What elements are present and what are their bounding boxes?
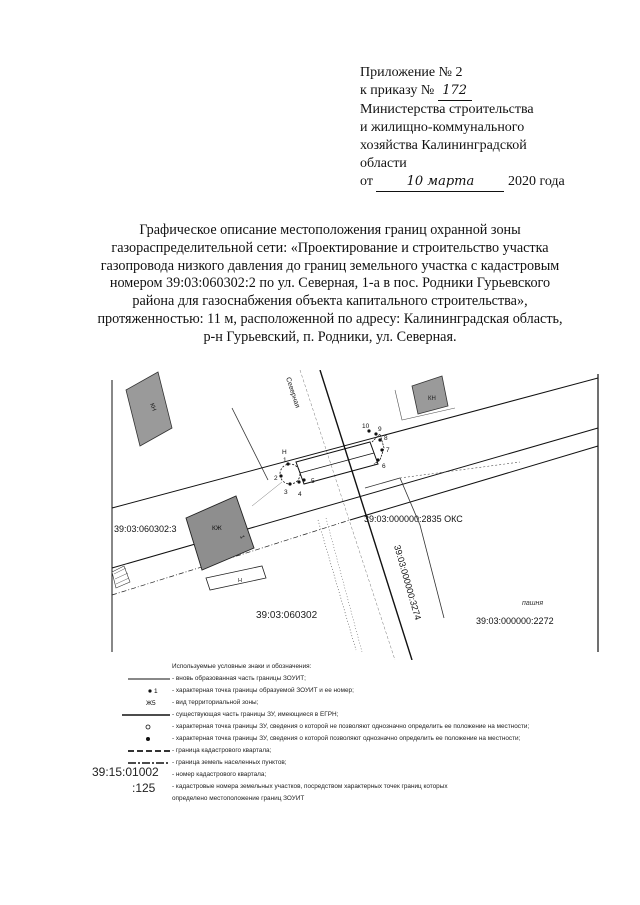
zouit-ring xyxy=(280,464,300,484)
building-main xyxy=(186,496,254,570)
pipeline-dotted xyxy=(318,520,356,650)
point-number: 7 xyxy=(386,447,390,454)
point-number: 4 xyxy=(298,491,302,498)
point-number: 10 xyxy=(362,423,370,430)
point-marker xyxy=(380,448,383,451)
parcel-label: 39:03:060302:3 xyxy=(114,524,177,534)
title-line: номером 39:03:060302:2 по ул. Северная, 1-а в пос. Родники Гурьевского xyxy=(109,275,551,292)
zone-symbol xyxy=(88,697,170,709)
legend-row xyxy=(88,793,618,805)
legend-row xyxy=(88,721,618,733)
legend-row xyxy=(88,745,618,757)
existing-boundary-symbol xyxy=(88,709,170,721)
diagonal-road-lower xyxy=(112,428,598,568)
pipeline-axis xyxy=(300,453,374,473)
point-marker xyxy=(297,480,300,483)
legend-text: - характерная точка границы образуемой ЗОУИТ и ее номер; xyxy=(172,687,354,694)
building-label: КН xyxy=(148,402,157,413)
ministry-line-3: хозяйства Калининградской xyxy=(360,138,527,153)
point-number: 2 xyxy=(274,475,278,482)
date-line: от 10 марта 2020 года xyxy=(360,173,620,192)
order-number: 172 xyxy=(438,82,472,101)
quarter-boundary xyxy=(400,462,520,478)
legend-parcel-code: :125 xyxy=(132,781,156,795)
legend-text: - граница кадастрового квартала; xyxy=(172,747,272,754)
title-line: газораспределительной сети: «Проектирование и строительство участка xyxy=(111,239,549,256)
parcel-label: 39:03:000000:2272 xyxy=(476,616,554,626)
point-marker xyxy=(288,482,291,485)
outbuilding xyxy=(206,566,266,590)
legend-header: Используемые условные знаки и обозначения: xyxy=(172,663,312,670)
date-handwritten: 10 марта xyxy=(376,173,504,192)
road-line xyxy=(232,408,268,480)
new-boundary-symbol xyxy=(88,673,170,685)
point-marker xyxy=(286,462,289,465)
legend-text: - характерная точка границы ЗУ, сведения о которой позволяют однозначно определить ее положение на местности; xyxy=(172,735,521,742)
zone-marker: Н xyxy=(282,449,287,456)
appendix-number: Приложение № 2 xyxy=(360,65,463,80)
point-marker xyxy=(279,474,282,477)
diagonal-road-upper xyxy=(112,378,598,508)
document-title xyxy=(60,222,600,347)
building-label: КН xyxy=(428,396,436,402)
arable-label: пашня xyxy=(522,600,544,607)
legend-zone-code: Ж5 xyxy=(146,700,156,707)
point-number: 1 xyxy=(283,457,287,464)
pipeline-dotted xyxy=(326,518,362,652)
legend-row xyxy=(88,733,618,745)
point-number: 6 xyxy=(382,463,386,470)
street-label: Северная xyxy=(284,376,301,409)
title-line: протяженностью: 11 м, расположенной по адресу: Калининградская область, xyxy=(97,310,563,327)
legend-row xyxy=(88,697,618,709)
point-number: 3 xyxy=(284,489,288,496)
quarter-boundary-symbol xyxy=(88,745,170,757)
legend-point-number: 1 xyxy=(154,688,158,695)
legend-row xyxy=(88,757,618,769)
building-main-label: КЖ xyxy=(212,525,222,532)
point-markers xyxy=(279,429,383,485)
legend-text: - характерная точка границы ЗУ, сведения о которой не позволяют однозначно определить ее положение на местности; xyxy=(172,723,530,730)
parcel-label: 39:03:000000:2835 ОКС xyxy=(364,514,463,524)
title-line: газопровода низкого давления до границ земельного участка с кадастровым xyxy=(100,257,560,274)
legend-row xyxy=(88,685,618,697)
legend-text: - вид территориальной зоны; xyxy=(172,699,259,706)
title-line: Графическое описание местоположения границ охранной зоны xyxy=(139,222,521,238)
legend-quarter-code: 39:15:01002 xyxy=(92,765,159,779)
title-line: р-н Гурьевский, п. Родники, ул. Северная. xyxy=(203,328,457,345)
legend-text: - кадастровые номера земельных участков, посредством характерных точек границ которых xyxy=(172,783,448,790)
parcel-label: 39:03:000000:3274 xyxy=(392,543,424,622)
ministry-line-4: области xyxy=(360,156,407,171)
filled-point-symbol xyxy=(88,733,170,745)
ministry-line-1: Министерства строительства xyxy=(360,102,534,117)
legend-row xyxy=(88,709,618,721)
point-number: 8 xyxy=(384,435,388,442)
legend-row xyxy=(88,673,618,685)
leader-line xyxy=(252,482,282,506)
point-marker xyxy=(302,478,305,481)
legend-text: - вновь образованная часть границы ЗОУИТ; xyxy=(172,675,306,682)
appendix-header xyxy=(360,64,620,192)
ministry-line-2: и жилищно-коммунального xyxy=(360,120,525,135)
quarter-label: 39:03:060302 xyxy=(256,610,318,621)
legend-text: - граница земель населенных пунктов; xyxy=(172,759,287,766)
building-top-right xyxy=(412,376,448,414)
outbuilding-label: Н xyxy=(238,578,242,584)
legend-row xyxy=(88,765,618,781)
title-line: района для газоснабжения объекта капитального строительства», xyxy=(132,293,528,310)
order-line: к приказу № 172 xyxy=(360,82,620,101)
point-marker xyxy=(378,438,381,441)
cadastral-map xyxy=(0,370,640,660)
open-point-symbol xyxy=(88,721,170,733)
point-number: 5 xyxy=(311,478,315,485)
road-line xyxy=(350,446,598,520)
legend-row xyxy=(88,781,618,793)
point-marker xyxy=(376,458,379,461)
legend-text: определено местоположение границ ЗОУИТ xyxy=(172,795,305,802)
legend-text: - существующая часть границы ЗУ, имеющиеся в ЕГРН; xyxy=(172,711,339,718)
point-number: 9 xyxy=(378,426,382,433)
building-top-left xyxy=(126,372,172,446)
hatched-area xyxy=(112,566,130,588)
legend-text: - номер кадастрового квартала; xyxy=(172,771,267,778)
building-floors: 1 xyxy=(238,534,245,540)
point-symbol xyxy=(88,685,170,697)
